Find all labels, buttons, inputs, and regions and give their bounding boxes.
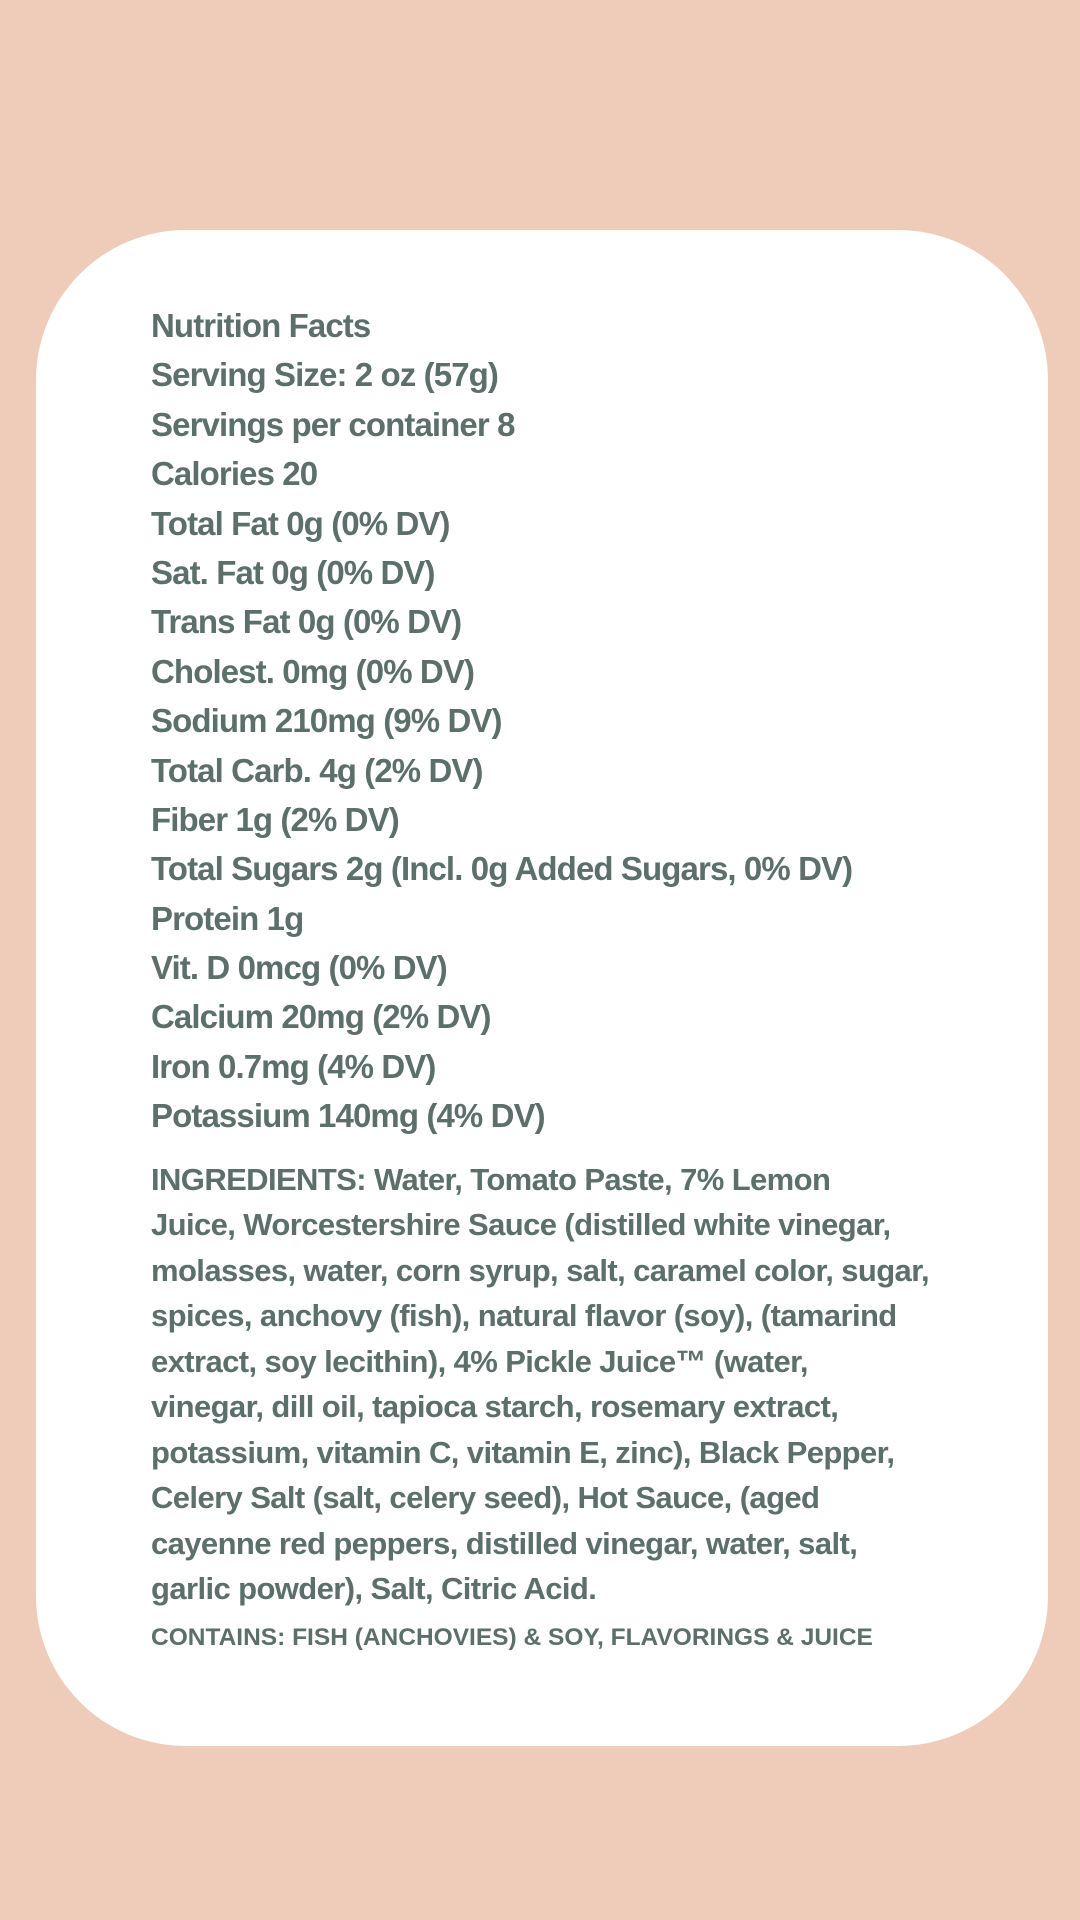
fiber: Fiber 1g (2% DV) [151,800,399,838]
cholesterol: Cholest. 0mg (0% DV) [151,652,475,690]
calories: Calories 20 [151,455,318,493]
ingredients-paragraph [151,1157,1011,1612]
sat-fat: Sat. Fat 0g (0% DV) [151,553,435,591]
total-sugars: Total Sugars 2g (Incl. 0g Added Sugars, 0% DV) [151,850,853,888]
serving-size: Serving Size: 2 oz (57g) [151,356,498,394]
ingredients-line: INGREDIENTS: Water, Tomato Paste, 7% Lemon [151,1161,831,1197]
ingredients-line: cayenne red peppers, distilled vinegar, water, salt, [151,1525,858,1561]
ingredients-line: spices, anchovy (fish), natural flavor (soy), (tamarind [151,1298,897,1334]
allergen-statement: CONTAINS: FISH (ANCHOVIES) & SOY, FLAVORINGS & JUICE [151,1623,873,1651]
protein: Protein 1g [151,899,304,937]
iron: Iron 0.7mg (4% DV) [151,1047,436,1085]
sodium: Sodium 210mg (9% DV) [151,702,502,740]
ingredients-line: Juice, Worcestershire Sauce (distilled white vinegar, [151,1207,891,1243]
total-fat: Total Fat 0g (0% DV) [151,504,450,542]
nutrition-title: Nutrition Facts [151,307,371,344]
calcium: Calcium 20mg (2% DV) [151,998,491,1036]
ingredients-line: garlic powder), Salt, Citric Acid. [151,1571,597,1607]
label-content [151,301,1011,1654]
ingredients-line: potassium, vitamin C, vitamin E, zinc), Black Pepper, [151,1434,895,1470]
ingredients-line: molasses, water, corn syrup, salt, caramel color, sugar, [151,1252,929,1288]
servings-per-container: Servings per container 8 [151,405,515,443]
potassium: Potassium 140mg (4% DV) [151,1097,545,1135]
nutrition-facts [151,301,1011,1141]
ingredients-line: vinegar, dill oil, tapioca starch, rosemary extract, [151,1389,839,1425]
vitamin-d: Vit. D 0mcg (0% DV) [151,949,447,987]
ingredients-line: extract, soy lecithin), 4% Pickle Juice™ (water, [151,1343,808,1379]
trans-fat: Trans Fat 0g (0% DV) [151,603,462,641]
total-carb: Total Carb. 4g (2% DV) [151,751,483,789]
ingredients-line: Celery Salt (salt, celery seed), Hot Sauce, (aged [151,1480,820,1516]
